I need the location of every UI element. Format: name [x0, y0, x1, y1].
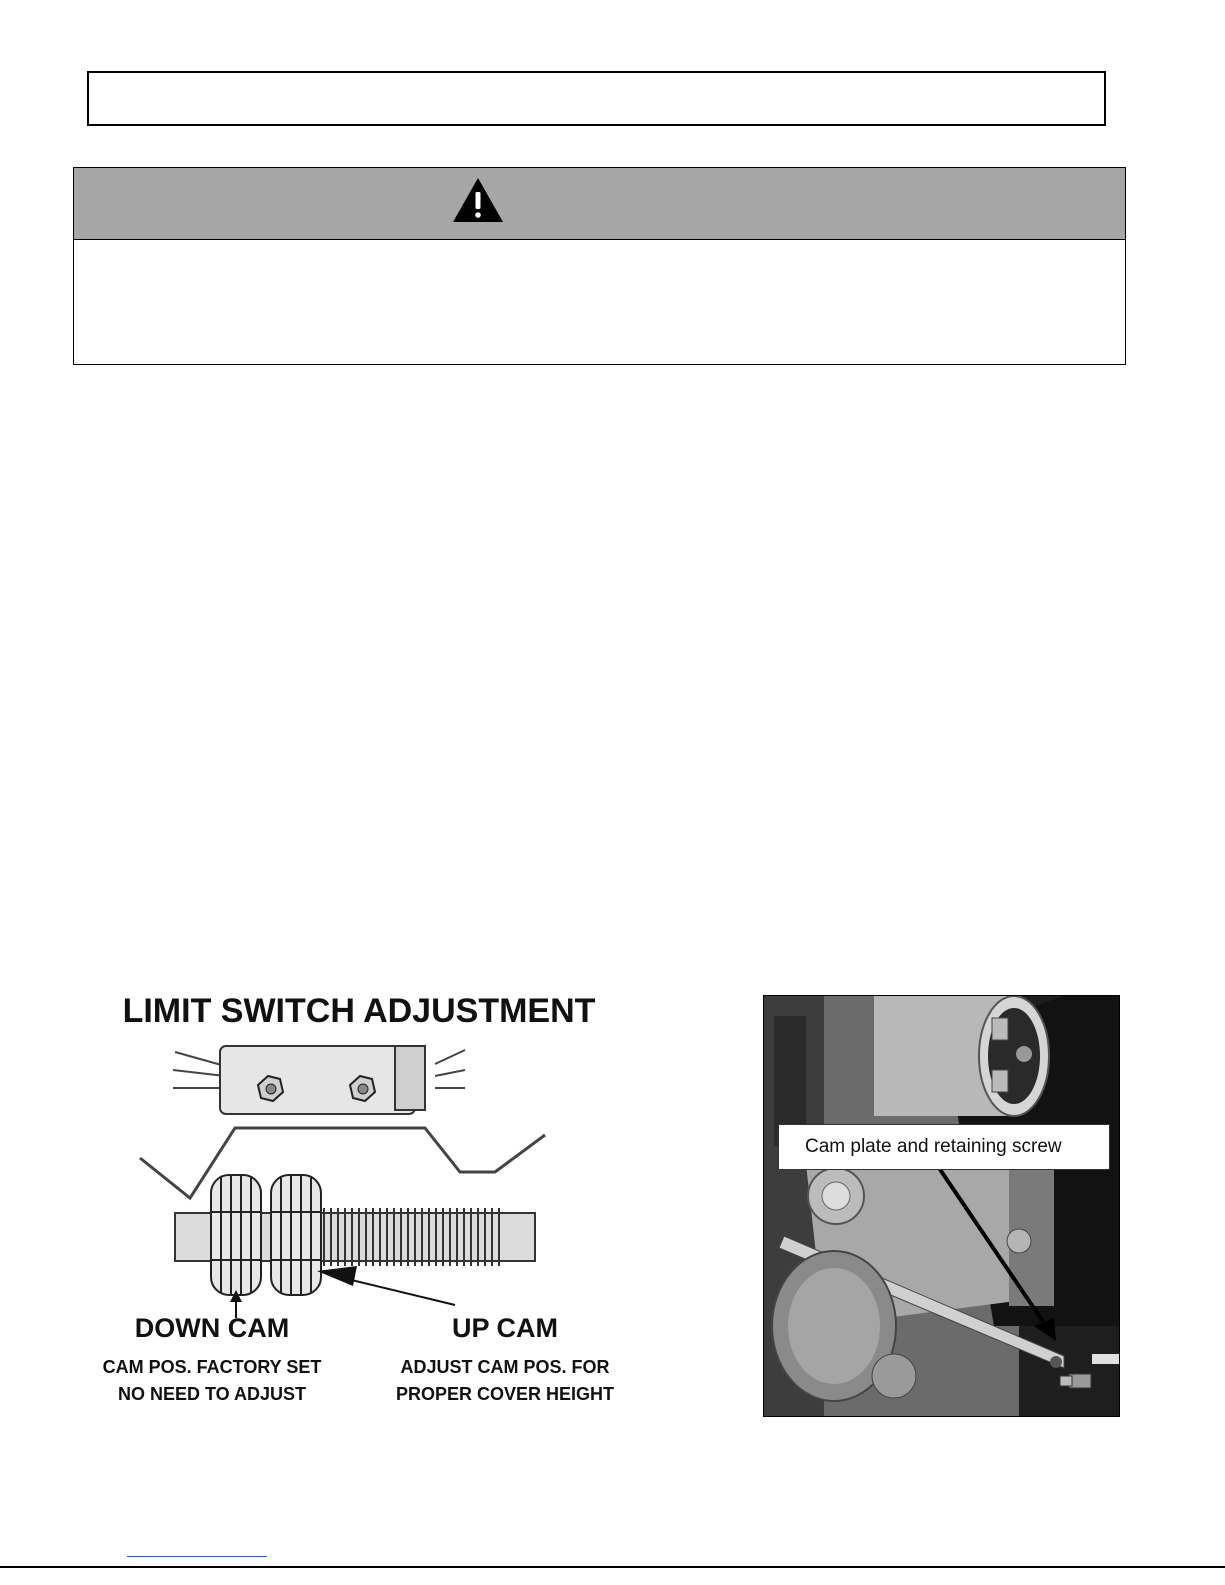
- warning-header: [74, 168, 1125, 240]
- page-title-box: [87, 71, 1106, 126]
- up-cam-note-line2: PROPER COVER HEIGHT: [395, 1384, 615, 1404]
- warning-box: [73, 167, 1126, 365]
- switch-actuator-arm: [140, 1128, 545, 1198]
- photo-illustration: [764, 996, 1120, 1417]
- footer-link-underline[interactable]: [127, 1556, 267, 1557]
- up-cam-label: UP CAM: [451, 1313, 559, 1343]
- down-cam-label: DOWN CAM: [134, 1313, 290, 1343]
- diagram-title: LIMIT SWITCH ADJUSTMENT: [122, 992, 596, 1030]
- up-cam-note-line1: ADJUST CAM POS. FOR: [400, 1357, 610, 1377]
- cam-plate-photo: [763, 995, 1120, 1417]
- up-cam-arrow: [317, 1266, 455, 1305]
- down-cam: [211, 1175, 261, 1295]
- photo-callout: Cam plate and retaining screw: [778, 1124, 1110, 1170]
- up-cam: [271, 1175, 321, 1295]
- limit-switch-body: [220, 1046, 415, 1114]
- warning-triangle-icon: [452, 177, 504, 223]
- down-cam-note-line1: CAM POS. FACTORY SET: [102, 1357, 322, 1377]
- limit-switch-diagram: [95, 980, 635, 1415]
- down-cam-note-line2: NO NEED TO ADJUST: [117, 1384, 307, 1404]
- footer-rule: [0, 1566, 1225, 1568]
